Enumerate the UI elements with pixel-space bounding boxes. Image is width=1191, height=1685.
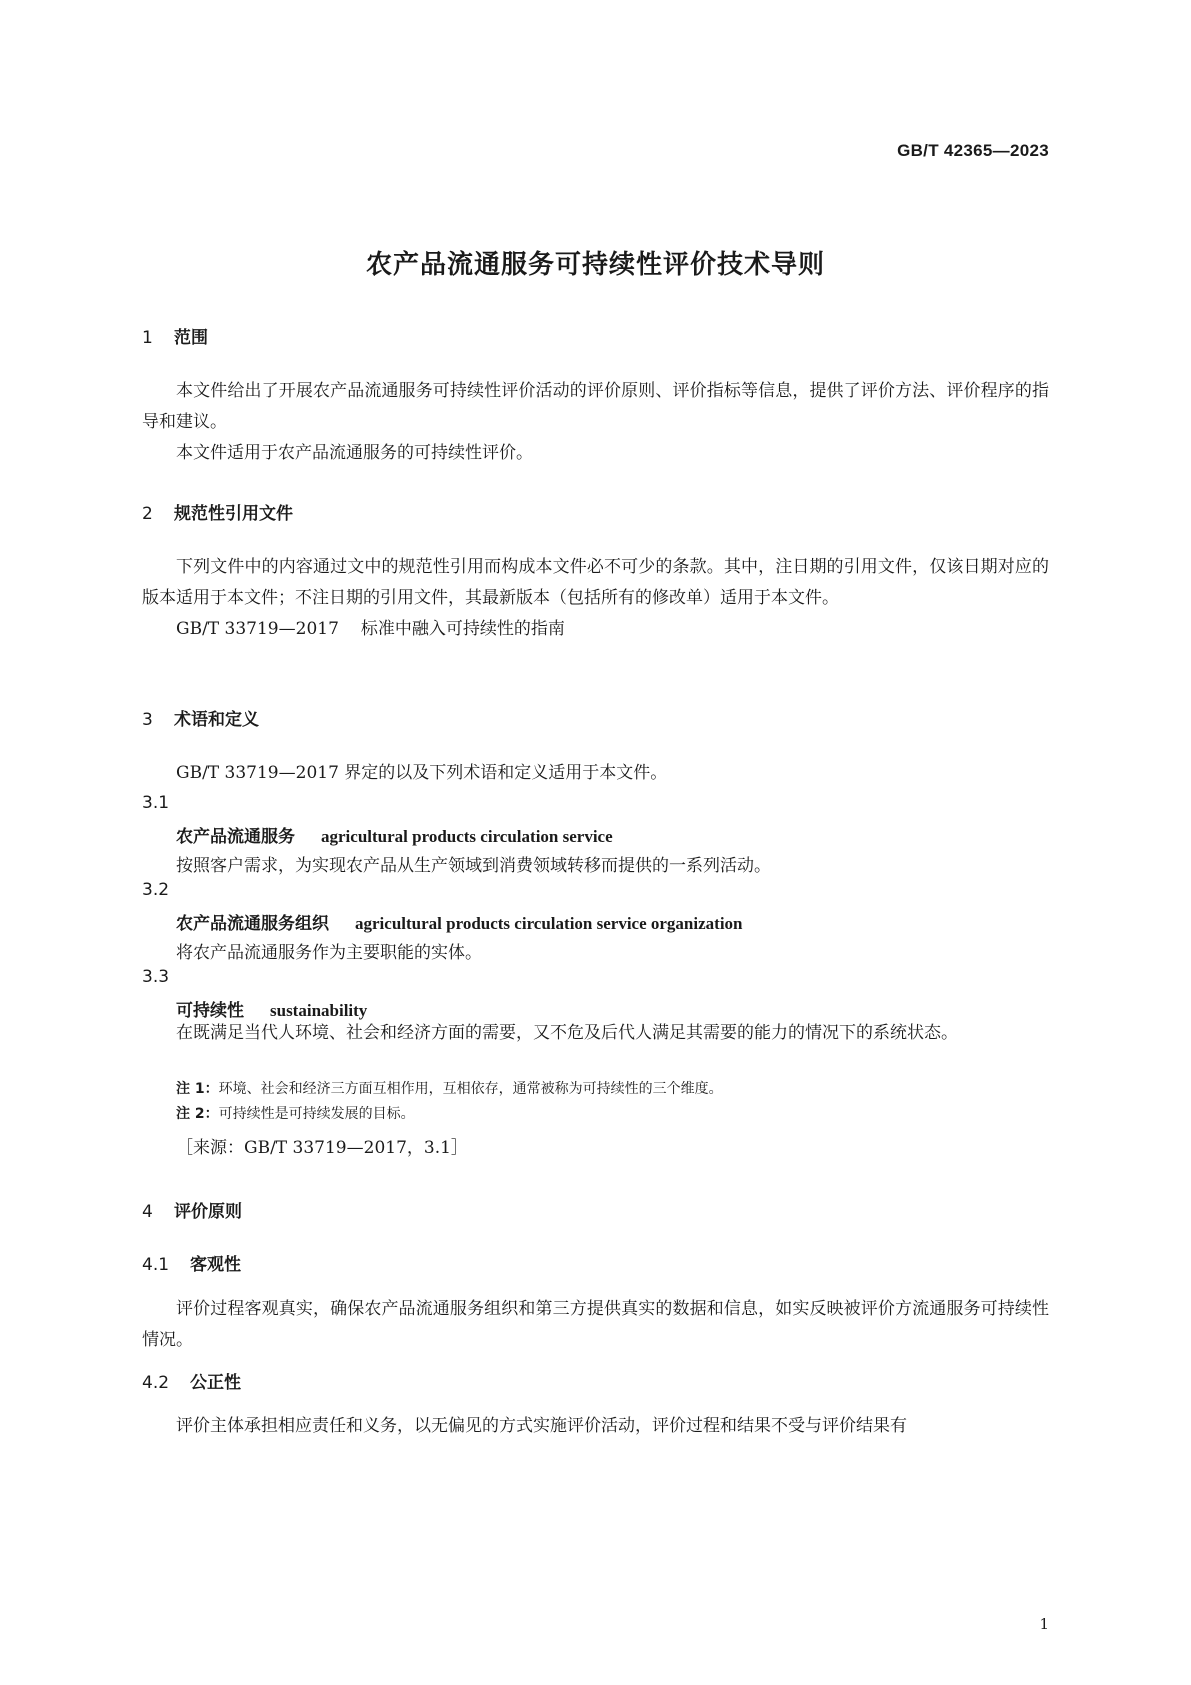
note-text: 环境、社会和经济三方面互相作用，互相依存，通常被称为可持续性的三个维度。 [218, 1081, 723, 1097]
section-1-heading [142, 323, 208, 348]
term-number: 3.1 [142, 793, 170, 813]
term-entry [176, 909, 743, 934]
section-1-paragraph-1: 本文件给出了开展农产品流通服务可持续性评价活动的评价原则、评价指标等信息，提供了评价方法、评价程序的指导和建议。 [142, 381, 1049, 432]
term-definition: 在既满足当代人环境、社会和经济方面的需要，又不危及后代人满足其需要的能力的情况下的系统状态。 [176, 1023, 958, 1043]
subsection-4-1-heading [142, 1250, 241, 1275]
section-1-number: 1 [142, 328, 153, 348]
note-label: 注 1： [176, 1081, 219, 1097]
subsection-number: 4.1 [142, 1255, 170, 1275]
reference-title: 标准中融入可持续性的指南 [360, 619, 565, 639]
term-chinese: 可持续性 [176, 1001, 244, 1021]
note-text: 可持续性是可持续发展的目标。 [218, 1106, 415, 1122]
subsection-4-1-body [142, 1294, 1049, 1356]
section-2-title: 规范性引用文件 [174, 504, 293, 524]
section-3-number: 3 [142, 710, 153, 730]
document-title: 农产品流通服务可持续性评价技术导则 [365, 250, 825, 280]
subsection-4-2-heading [142, 1368, 241, 1393]
reference-code: GB/T 33719—2017 [176, 619, 339, 639]
normative-reference [142, 614, 1049, 645]
section-3-title: 术语和定义 [174, 710, 259, 730]
term-definition: 将农产品流通服务作为主要职能的实体。 [176, 943, 482, 963]
term-number: 3.2 [142, 880, 170, 900]
section-2-body [142, 552, 1049, 645]
subsection-4-2-paragraph: 评价主体承担相应责任和义务，以无偏见的方式实施评价活动，评价过程和结果不受与评价结果有 [176, 1416, 907, 1436]
term-chinese: 农产品流通服务组织 [176, 914, 329, 934]
term-english: agricultural products circulation service [321, 827, 613, 846]
section-2-number: 2 [142, 504, 153, 524]
subsection-4-1-paragraph: 评价过程客观真实，确保农产品流通服务组织和第三方提供真实的数据和信息，如实反映被评价方流通服务可持续性情况。 [142, 1299, 1049, 1350]
section-1-title: 范围 [174, 328, 208, 348]
note-label: 注 2： [176, 1106, 219, 1122]
note-2 [176, 1103, 415, 1125]
term-entry [176, 822, 613, 847]
section-1-paragraph-2: 本文件适用于农产品流通服务的可持续性评价。 [176, 443, 533, 463]
section-4-number: 4 [142, 1202, 153, 1222]
term-chinese: 农产品流通服务 [176, 827, 295, 847]
subsection-title: 公正性 [190, 1373, 241, 1393]
term-english: agricultural products circulation service organization [355, 914, 743, 933]
section-3-intro [142, 758, 1049, 789]
section-3-intro-text: GB/T 33719—2017 界定的以及下列术语和定义适用于本文件。 [176, 763, 668, 783]
term-source: ［来源：GB/T 33719—2017，3.1］ [176, 1138, 468, 1158]
section-4-heading [142, 1197, 242, 1222]
section-2-paragraph: 下列文件中的内容通过文中的规范性引用而构成本文件必不可少的条款。其中，注日期的引用文件，仅该日期对应的版本适用于本文件；不注日期的引用文件，其最新版本（包括所有的修改单）适用于本文件。 [142, 557, 1049, 608]
section-1-body [142, 376, 1049, 469]
standard-code: GB/T 42365—2023 [897, 141, 1049, 160]
note-1 [176, 1078, 723, 1100]
section-4-title: 评价原则 [174, 1202, 242, 1222]
section-2-heading [142, 499, 293, 524]
term-definition-block [142, 1018, 1049, 1049]
section-3-heading [142, 705, 259, 730]
term-definition: 按照客户需求，为实现农产品从生产领域到消费领域转移而提供的一系列活动。 [176, 856, 771, 876]
term-number: 3.3 [142, 967, 170, 987]
subsection-number: 4.2 [142, 1373, 170, 1393]
term-english: sustainability [270, 1001, 368, 1020]
subsection-title: 客观性 [190, 1255, 241, 1275]
page-number: 1 [1039, 1615, 1049, 1633]
subsection-4-2-body [142, 1411, 1049, 1442]
